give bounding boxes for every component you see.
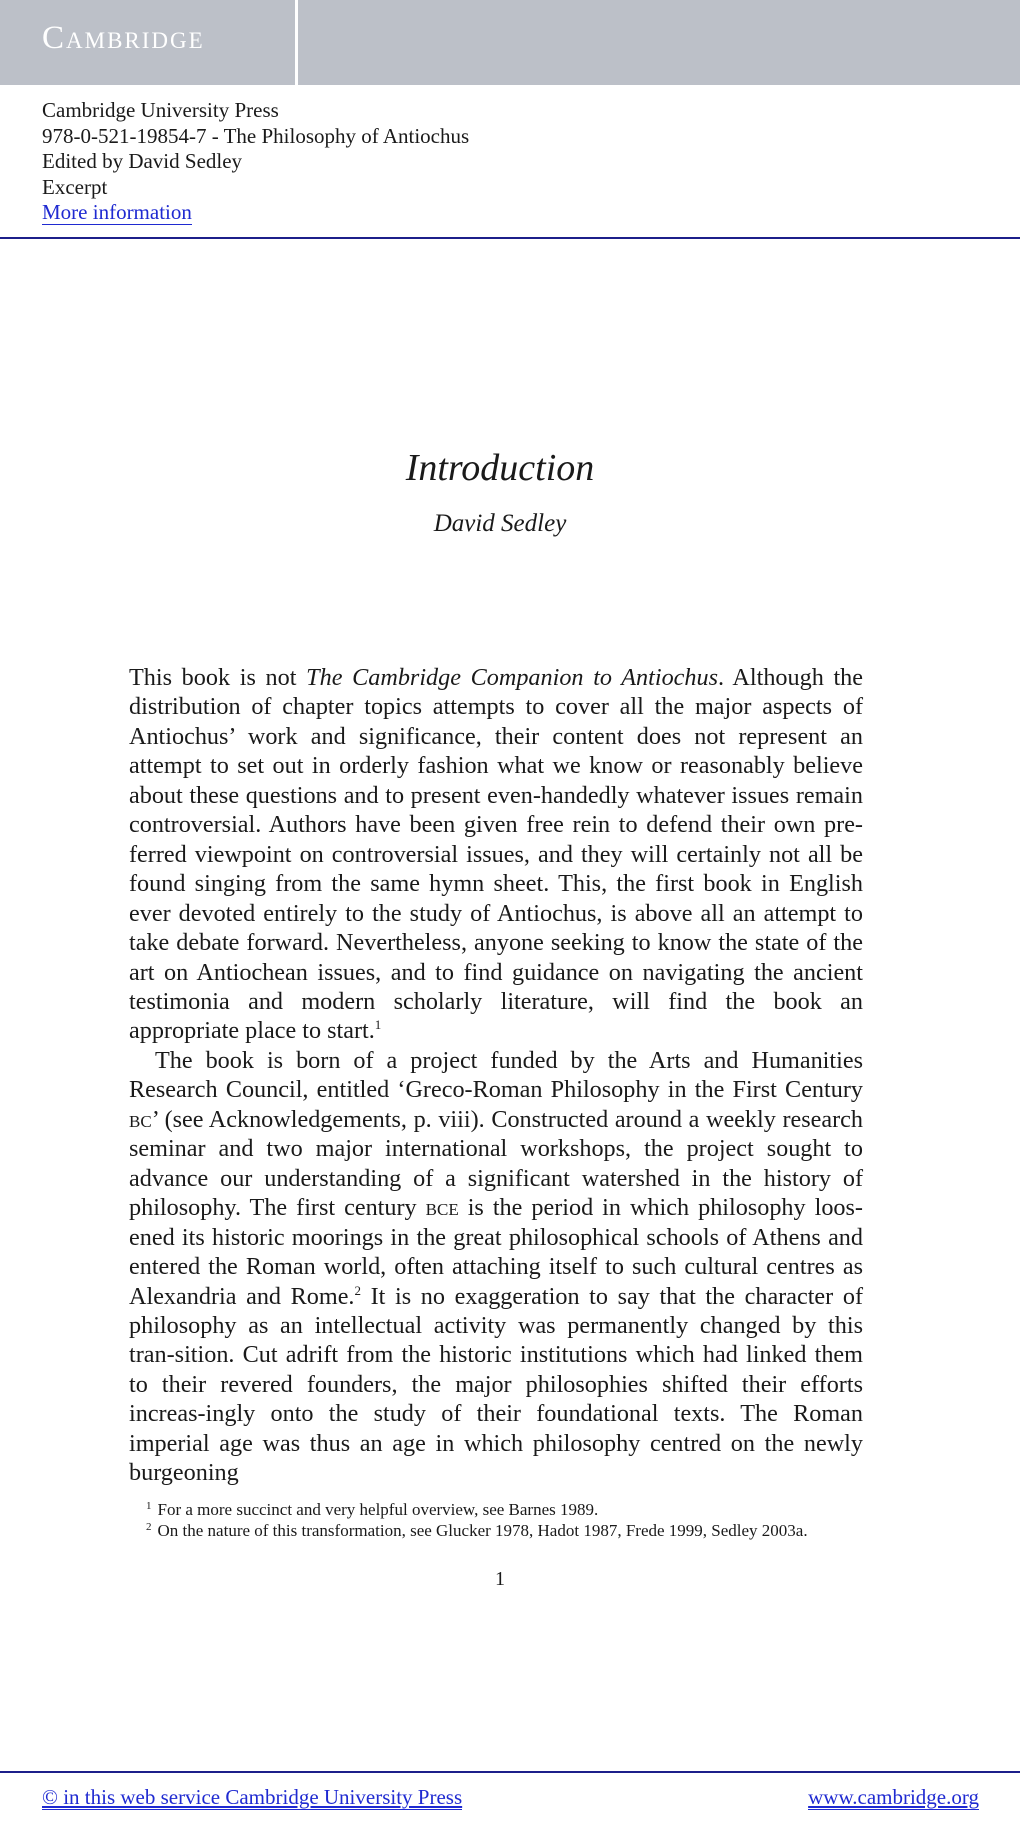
p1-text-b: . Although the distribution of chapter topics attempts to cover all the major aspects of Antiochus’ work and significance, their content does not represent an attempt to set out in orderly fashion what we know or reasonably believe about these questions and to present even-handedly whatever issues remain controversial. Authors have been given free rein to defend their own pre-ferred viewpoint on controversial issues, and they will certainly not all be found singing from the same hymn sheet. This, the first book in English ever devoted entirely to the study of Antiochus, is above all an attempt to take debate forward. Nevertheless, anyone seeking to know the state of the art on Antiochean issues, and to find guidance on navigating the ancient testimonia and modern scholarly literature, will find the book an appropriate place to start. [129,664,864,1045]
masthead-bar [0,0,1020,85]
body-text [129,663,863,1488]
isbn-title-line: 978-0-521-19854-7 - The Philosophy of Antiochus [42,123,470,148]
excerpt-line: Excerpt [42,174,108,199]
footnotes [146,1500,876,1541]
p1-text-a: This book is not [129,664,307,691]
editor-line: Edited by David Sedley [42,149,243,173]
footer-divider [0,1771,1020,1773]
footnote-ref-1[interactable]: 1 [374,1017,382,1033]
paragraph-2 [129,1046,863,1488]
copyright-link[interactable]: © in this web service Cambridge University Press [42,1785,463,1809]
p2-text-b: ’ (see Acknowledgements, p. viii). Constructed around a weekly research seminar and two major international workshops, the project sought to advance our understanding of a significant watershed in the history of philosophy. The first century [129,1105,863,1222]
footnote-2 [146,1521,876,1542]
brand-wordmark: Cambridge [42,20,205,56]
book-meta [42,98,469,226]
paragraph-1 [129,663,863,1046]
p2-era-bce: bce [425,1194,459,1222]
website-link[interactable]: www.cambridge.org [808,1785,979,1809]
page-number: 1 [495,1568,505,1590]
header-divider [0,237,1020,239]
cambridge-logo[interactable] [0,0,298,85]
p2-text-d: It is no exaggeration to say that the character of philosophy as an intellectual activity was permanently changed by this tran-sition. Cut adrift from the historic institutions which had linked them to their revered founders, the major philosophies shifted their efforts increas-ingly onto the study of their foundational texts. The Roman imperial age was thus an age in which philosophy centred on the newly burgeoning [129,1282,864,1487]
more-information-link[interactable]: More information [42,200,192,224]
chapter-title: Introduction [405,447,595,489]
footnote-ref-2[interactable]: 2 [354,1282,361,1298]
footnote-1-text: For a more succinct and very helpful overview, see Barnes 1989. [157,1500,599,1519]
p1-book-title: The Cambridge Companion to Antiochus [306,664,719,691]
footnote-2-text: On the nature of this transformation, see Glucker 1978, Hadot 1987, Frede 1999, Sedley 2003a. [157,1520,808,1540]
footnote-1-number: 1 [146,1500,152,1512]
p2-text-c: is the period in which philosophy loos-ened its historic moorings in the great philosophical schools of Athens and entered the Roman world, often attaching itself to such cultural centres as Alexandria and Rome. [129,1194,863,1310]
publisher-line: Cambridge University Press [42,98,279,122]
p2-text-a: The book is born of a project funded by the Arts and Humanities Research Council, entitled ‘Greco-Roman Philosophy in the First Century [129,1046,863,1104]
chapter-author: David Sedley [433,510,567,537]
footnote-1 [146,1500,876,1521]
footnote-2-number: 2 [146,1520,152,1533]
p2-era-bc: bc [129,1105,152,1133]
